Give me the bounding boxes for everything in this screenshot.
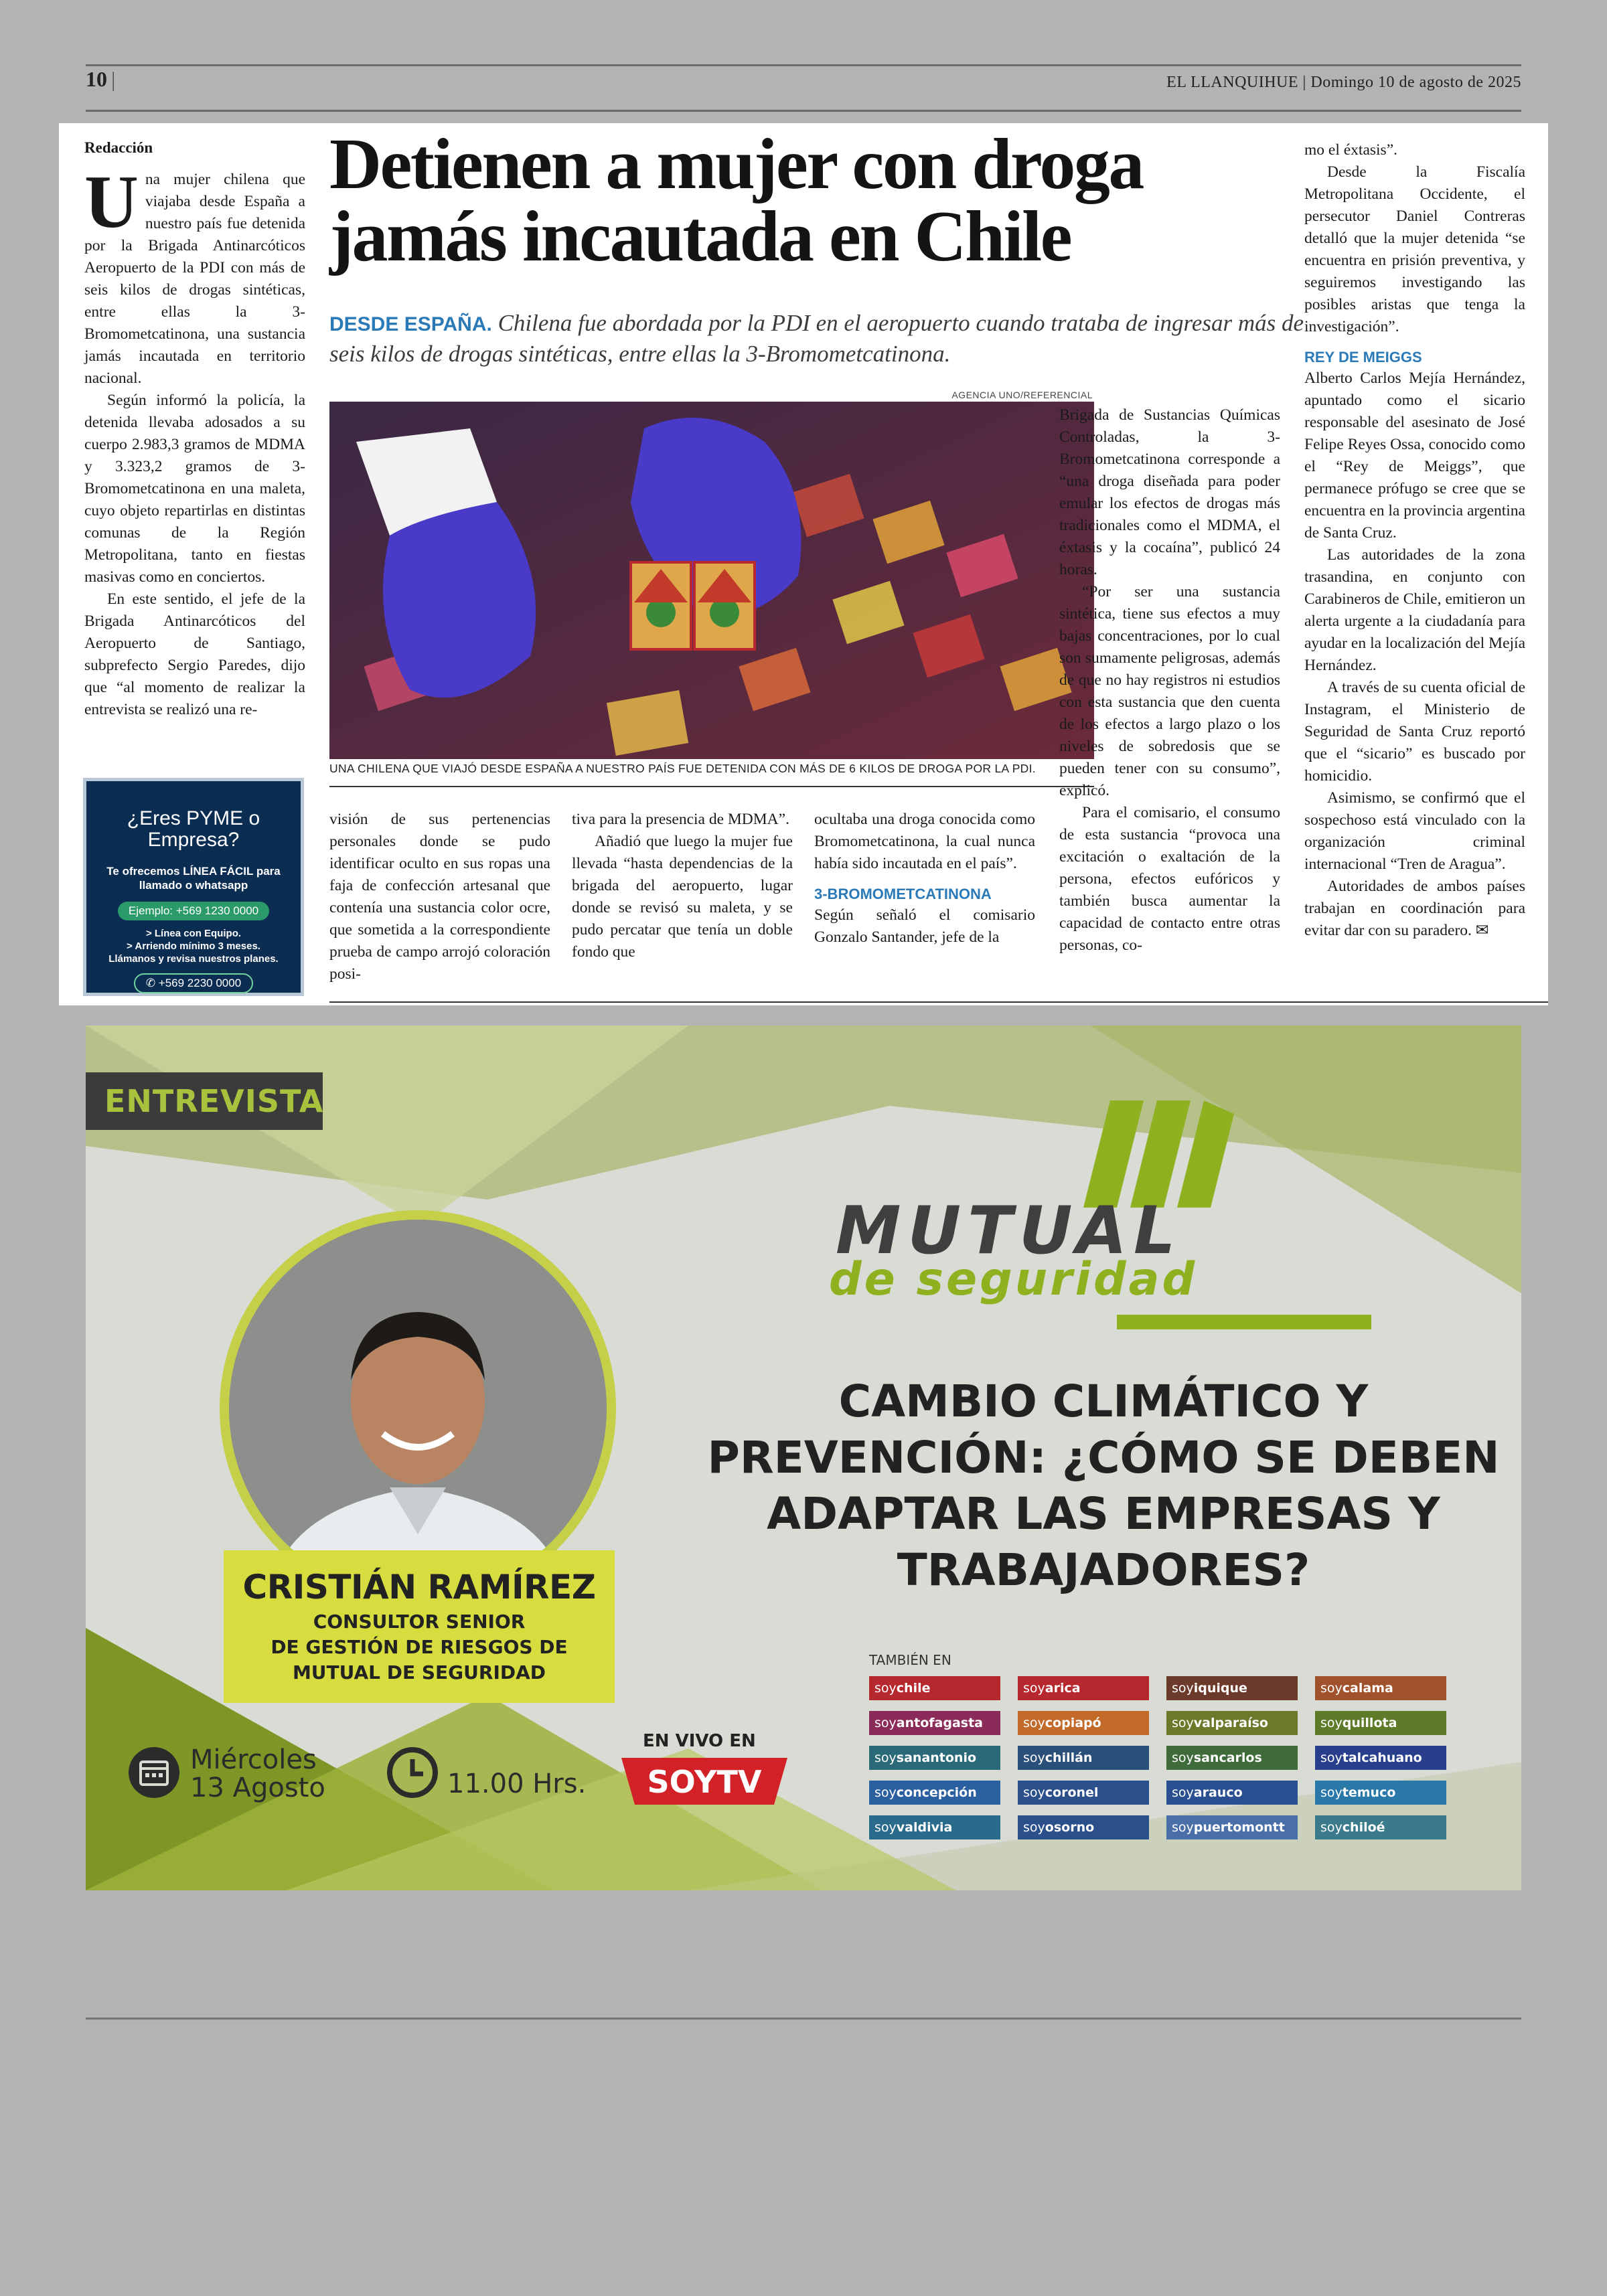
article-paragraph: Las autoridades de la zona trasandina, en conjunto con Carabineros de Chile, emitieron un alerta urgente a la ciudadanía para ayudar en la localización del Mejía Hernández. bbox=[1304, 546, 1525, 674]
channel-chip[interactable]: soyconcepción bbox=[869, 1781, 1000, 1805]
article-paragraph: Para el comisario, el consumo de esta sustancia “provoca una excitación o exaltación de la persona, efectos eufóricos y también busca aumentar la capacidad de contacto entre otras personas, co- bbox=[1059, 804, 1280, 954]
article-paragraph: En este sentido, el jefe de la Brigada Antinarcóticos del Aeropuerto de Santiago, subprefecto Sergio Paredes, dijo que “al momento de realizar la entrevista se realizó una re- bbox=[84, 590, 305, 718]
channel-chip[interactable]: soyquillota bbox=[1315, 1711, 1446, 1735]
article-column-6 bbox=[1304, 139, 1525, 942]
ad-cta: Llámanos y revisa nuestros planes. bbox=[108, 953, 279, 965]
ad-phone: ✆ +569 2230 0000 bbox=[134, 973, 253, 993]
article-photo bbox=[329, 402, 1094, 759]
byline: Redacción bbox=[84, 139, 153, 156]
guest-name: CRISTIÁN RAMÍREZ bbox=[242, 1568, 596, 1607]
channel-chip[interactable]: soypuertomontt bbox=[1166, 1815, 1298, 1839]
channel-chip[interactable]: soysanantonio bbox=[869, 1746, 1000, 1770]
guest-name-box bbox=[224, 1550, 615, 1703]
channel-chips bbox=[869, 1676, 1445, 1839]
guest-role: CONSULTOR SENIOR DE GESTIÓN DE RIESGOS DE MUTUAL DE SEGURIDAD bbox=[271, 1611, 568, 1684]
channel-chip[interactable]: soyarauco bbox=[1166, 1781, 1298, 1805]
channel-chip[interactable]: soychillán bbox=[1018, 1746, 1149, 1770]
drug-stamps-photo bbox=[329, 402, 1094, 759]
article-paragraph: ocultaba una droga conocida como Bromometcatinona, la cual nunca había sido incautada en el país”. bbox=[814, 811, 1035, 872]
soytv-logo-text: SOYTV bbox=[647, 1764, 762, 1800]
channel-chip[interactable]: soytemuco bbox=[1315, 1781, 1446, 1805]
pyme-ad[interactable] bbox=[83, 778, 304, 996]
article-column-4 bbox=[814, 809, 1035, 949]
whatsapp-icon: ✆ bbox=[145, 977, 159, 989]
article-paragraph: Una mujer chilena que viajaba desde España a nuestro país fue detenida por la Brigada Antinarcóticos Aeropuerto de la PDI con más de seis kilos de drogas sintéticas, entre ellas la 3-Bromometcatinona, una sustancia jamás incautada en territorio nacional. bbox=[84, 161, 305, 387]
article-paragraph: Alberto Carlos Mejía Hernández, apuntado como el sicario responsable del asesinato de José Felipe Reyes Ossa, conocido como el “Rey de Meiggs”, que permanece prófugo se cree que se encuentra en la provincia argentina de Santa Cruz. bbox=[1304, 370, 1525, 542]
soytv-logo bbox=[621, 1758, 787, 1805]
guest-portrait bbox=[220, 1210, 616, 1607]
channel-chip[interactable]: soycalama bbox=[1315, 1676, 1446, 1700]
header-top-rule bbox=[86, 64, 1521, 66]
event-date: Miércoles 13 Agosto bbox=[190, 1744, 325, 1803]
ad-bullet: > Línea con Equipo. bbox=[145, 928, 242, 939]
page-bottom-rule bbox=[86, 2018, 1521, 2020]
article-paragraph: Según informó la policía, la detenida llevaba adosados a su cuerpo 2.983,3 gramos de MDMA y 3.323,2 gramos de 3-Bromometcatinona en una maleta, cuyo objeto repartirlas en distintas comunas de la Región Metropolitana, tanto en fiestas masivas como en conciertos. bbox=[84, 392, 305, 586]
logo-underline bbox=[1117, 1315, 1371, 1329]
article-paragraph: visión de sus pertenencias personales donde se pudo identificar oculto en sus ropas una faja de confección artesanal que contenía una sustancia color ocre, que sometida a la correspondiente prueba de campo arrojó coloración posi- bbox=[329, 811, 550, 983]
article-paragraph: mo el éxtasis”. bbox=[1304, 141, 1398, 159]
article-column-5 bbox=[1059, 404, 1280, 957]
interview-banner[interactable] bbox=[86, 1026, 1521, 1890]
article-paragraph: Brigada de Sustancias Químicas Controladas, la 3-Bromometcatinona corresponde a “una droga diseñada para poder emular los efectos de drogas más tradicionales como el MDMA, el éxtasis y la cocaína”, publicó 24 horas. bbox=[1059, 406, 1280, 578]
live-label: EN VIVO EN bbox=[643, 1731, 756, 1751]
photo-credit: AGENCIA UNO/REFERENCIAL bbox=[951, 390, 1093, 400]
photo-caption: UNA CHILENA QUE VIAJÓ DESDE ESPAÑA A NUESTRO PAÍS FUE DETENIDA CON MÁS DE 6 KILOS DE DROGA POR LA PDI. bbox=[329, 762, 1036, 775]
deck-kicker: DESDE ESPAÑA. bbox=[329, 313, 492, 335]
logo-subtitle: de seguridad bbox=[829, 1253, 1198, 1306]
channel-chip[interactable]: soycoronel bbox=[1018, 1781, 1149, 1805]
article-paragraph: Autoridades de ambos países trabajan en coordinación para evitar dar con su paradero. ✉ bbox=[1304, 878, 1525, 939]
article-column-2 bbox=[329, 809, 550, 985]
article-sheet bbox=[59, 123, 1548, 1005]
also-on-label: TAMBIÉN EN bbox=[869, 1652, 951, 1668]
ad-offer: Te ofrecemos LÍNEA FÁCIL para llamado o whatsapp bbox=[106, 865, 281, 892]
channel-chip[interactable]: soychiloé bbox=[1315, 1815, 1446, 1839]
interview-question: CAMBIO CLIMÁTICO Y PREVENCIÓN: ¿CÓMO SE DEBEN ADAPTAR LAS EMPRESAS Y TRABAJADORES? bbox=[707, 1376, 1500, 1596]
article-paragraph: “Por ser una sustancia sintética, tiene sus efectos a muy bajas concentraciones, por lo cual son sumamente peligrosas, además de que no hay registros ni estudios con esta sustancia que den cuenta de los efectos a largo plazo o los niveles de sobredosis que se pueden tener con su consumo”, explicó. bbox=[1059, 583, 1280, 799]
masthead: EL LLANQUIHUE | Domingo 10 de agosto de 2025 bbox=[1166, 74, 1521, 91]
channel-chip[interactable]: soyvalparaíso bbox=[1166, 1711, 1298, 1735]
channel-chip[interactable]: soycopiapó bbox=[1018, 1711, 1149, 1735]
section-tag: ENTREVISTA bbox=[86, 1072, 323, 1130]
article-paragraph: A través de su cuenta oficial de Instagram, el Ministerio de Seguridad de Santa Cruz reportó que el “sicario” es buscado por homicidio. bbox=[1304, 679, 1525, 785]
logo-wordmark: MUTUAL bbox=[836, 1193, 1182, 1269]
article-column-1 bbox=[84, 139, 305, 721]
article-paragraph: Según señaló el comisario Gonzalo Santander, jefe de la bbox=[814, 906, 1035, 946]
end-mark-icon: ✉ bbox=[1475, 922, 1489, 939]
ad-example: Ejemplo: +569 1230 0000 bbox=[118, 902, 269, 920]
article-column-3 bbox=[572, 809, 793, 963]
page-number: 10 | bbox=[86, 67, 116, 91]
article-paragraph: Añadió que luego la mujer fue llevada “hasta dependencias de la brigada del aeropuerto, lugar donde se revisó su maleta, y se pudo percatar que tenía un doble fondo que bbox=[572, 833, 793, 961]
subhead: REY DE MEIGGS bbox=[1304, 349, 1422, 365]
event-time: 11.00 Hrs. bbox=[447, 1769, 587, 1799]
caption-rule bbox=[329, 786, 1094, 787]
channel-chip[interactable]: soyiquique bbox=[1166, 1676, 1298, 1700]
headline: Detienen a mujer con droga jamás incautada en Chile bbox=[329, 125, 1143, 276]
clock-icon bbox=[386, 1746, 439, 1799]
channel-chip[interactable]: soyosorno bbox=[1018, 1815, 1149, 1839]
channel-chip[interactable]: soysancarlos bbox=[1166, 1746, 1298, 1770]
channel-chip[interactable]: soyarica bbox=[1018, 1676, 1149, 1700]
calendar-icon bbox=[127, 1746, 181, 1799]
drop-cap: U bbox=[84, 161, 139, 244]
ad-question: ¿Eres PYME o Empresa? bbox=[127, 807, 260, 851]
channel-chip[interactable]: soychile bbox=[869, 1676, 1000, 1700]
ad-bullet: > Arriendo mínimo 3 meses. bbox=[127, 940, 260, 952]
channel-chip[interactable]: soyantofagasta bbox=[869, 1711, 1000, 1735]
article-paragraph: Asimismo, se confirmó que el sospechoso está vinculado con la organización criminal internacional “Tren de Aragua”. bbox=[1304, 789, 1525, 873]
header-bottom-rule bbox=[86, 110, 1521, 112]
subhead: 3-BROMOMETCATINONA bbox=[814, 886, 992, 902]
article-paragraph: Desde la Fiscalía Metropolitana Occidente, el persecutor Daniel Contreras detalló que la mujer detenida “se encuentra en prisión preventiva, y seguiremos investigando las posibles aristas que tenga la investigación”. bbox=[1304, 163, 1525, 335]
channel-chip[interactable]: soyvaldivia bbox=[869, 1815, 1000, 1839]
article-paragraph: tiva para la presencia de MDMA”. bbox=[572, 811, 789, 828]
channel-chip[interactable]: soytalcahuano bbox=[1315, 1746, 1446, 1770]
deck: DESDE ESPAÑA. Chilena fue abordada por la PDI en el aeropuerto cuando trataba de ingresar más de seis kilos de drogas sintéticas, entre ellas la 3-Bromometcatinona. bbox=[329, 310, 1304, 367]
sheet-bottom-rule bbox=[329, 1001, 1548, 1003]
guest-photo bbox=[229, 1220, 607, 1597]
